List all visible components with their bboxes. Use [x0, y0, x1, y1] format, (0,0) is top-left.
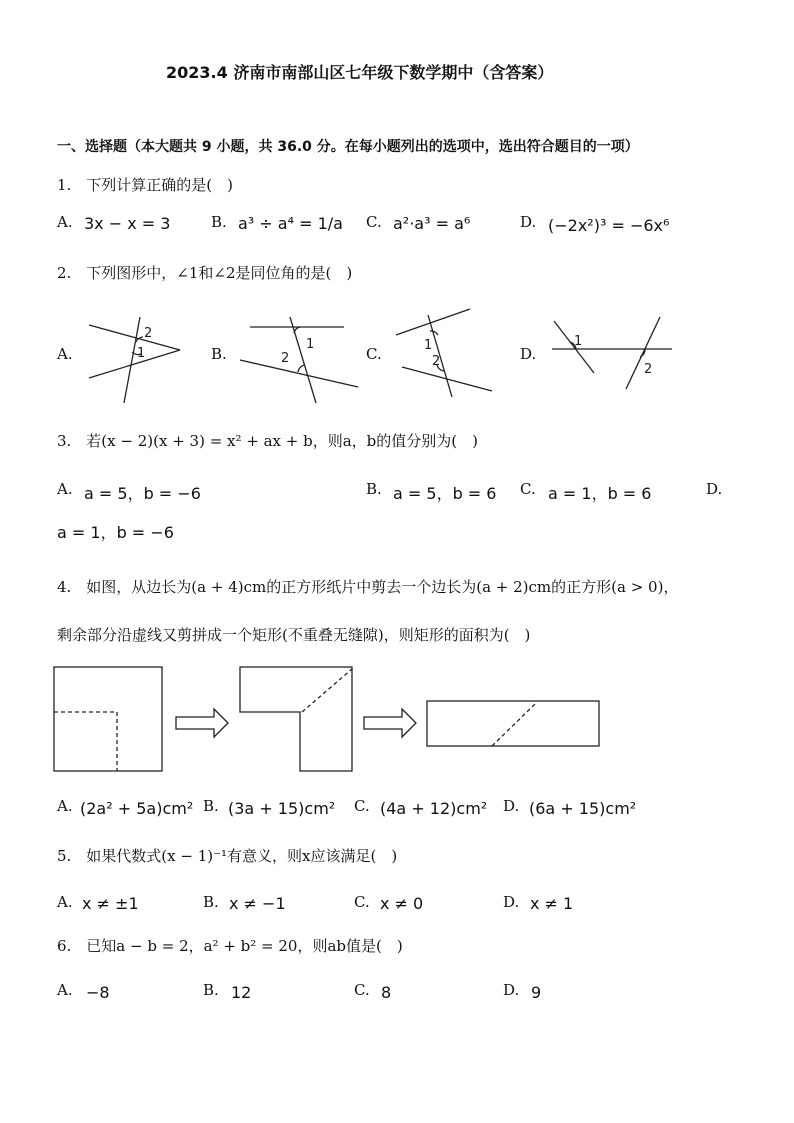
q6-option-c-label: C.	[354, 981, 370, 999]
q2-option-d-label: D.	[520, 345, 537, 363]
q6-option-a-expr: −8	[86, 983, 110, 1002]
q5-option-d-expr: x ≠ 1	[530, 894, 574, 913]
question-2-stem: 2. 下列图形中，∠1和∠2是同位角的是( )	[57, 264, 353, 282]
q5-option-a-expr: x ≠ ±1	[82, 894, 139, 913]
q6-option-d-label: D.	[503, 981, 520, 999]
q2-option-c-label: C.	[366, 345, 382, 363]
q6-option-b-label: B.	[203, 981, 219, 999]
q4-figure	[52, 665, 612, 775]
q4-option-b-expr: (3a + 15)cm²	[228, 799, 336, 818]
q1-option-a-expr: 3x − x = 3	[84, 214, 171, 233]
q1-option-d-expr: (−2x²)³ = −6x⁶	[548, 216, 670, 235]
q3-option-c-expr: a = 1，b = 6	[548, 484, 652, 503]
q4-option-b-label: B.	[203, 797, 219, 815]
question-5-stem: 5. 如果代数式(x − 1)⁻¹有意义，则x应该满足( )	[57, 847, 398, 865]
q3-option-a-expr: a = 5，b = −6	[84, 484, 201, 503]
question-6-stem: 6. 已知a − b = 2，a² + b² = 20，则ab值是( )	[57, 937, 403, 955]
q1-option-b-expr: a³ ÷ a⁴ = 1/a	[238, 214, 343, 233]
q2-figure-a	[84, 315, 184, 405]
q5-option-c-label: C.	[354, 893, 370, 911]
q2-option-a-label: A.	[57, 345, 73, 363]
svg-text:1: 1	[137, 346, 146, 361]
svg-text:1: 1	[306, 337, 315, 352]
q1-option-a-label: A.	[57, 213, 73, 231]
q6-option-c-expr: 8	[381, 983, 392, 1002]
svg-text:2: 2	[432, 354, 441, 369]
section-header: 一、选择题（本大题共 9 小题，共 36.0 分。在每小题列出的选项中，选出符合题目的一项）	[57, 139, 639, 155]
svg-text:1: 1	[574, 334, 583, 349]
q6-option-d-expr: 9	[531, 983, 542, 1002]
svg-text:2: 2	[281, 351, 290, 366]
q6-option-b-expr: 12	[231, 983, 252, 1002]
question-4-stem-line1: 4. 如图，从边长为(a + 4)cm的正方形纸片中剪去一个边长为(a + 2)cm的正方形(a > 0)，	[57, 578, 679, 596]
q5-option-d-label: D.	[503, 893, 520, 911]
q2-figure-c	[392, 305, 497, 400]
svg-text:1: 1	[424, 338, 433, 353]
q3-option-c-label: C.	[520, 480, 536, 498]
q2-option-b-label: B.	[211, 345, 227, 363]
q4-option-a-expr: (2a² + 5a)cm²	[80, 799, 194, 818]
svg-text:2: 2	[644, 362, 653, 377]
q3-option-b-expr: a = 5，b = 6	[393, 484, 497, 503]
q5-option-c-expr: x ≠ 0	[380, 894, 424, 913]
q4-option-a-label: A.	[57, 797, 73, 815]
q5-option-a-label: A.	[57, 893, 73, 911]
q4-option-d-label: D.	[503, 797, 520, 815]
q3-option-d-expr: a = 1，b = −6	[57, 523, 174, 542]
question-1-stem: 1. 下列计算正确的是( )	[57, 176, 234, 194]
q1-option-c-expr: a²·a³ = a⁶	[393, 214, 471, 233]
question-3-stem: 3. 若(x − 2)(x + 3) = x² + ax + b，则a，b的值分别为( )	[57, 432, 478, 450]
svg-text:2: 2	[144, 326, 153, 341]
page-title: 2023.4 济南市南部山区七年级下数学期中（含答案）	[166, 63, 554, 82]
q1-option-b-label: B.	[211, 213, 227, 231]
q1-option-d-label: D.	[520, 213, 537, 231]
q3-option-a-label: A.	[57, 480, 73, 498]
q1-option-c-label: C.	[366, 213, 382, 231]
q2-figure-d	[548, 315, 678, 395]
q5-option-b-label: B.	[203, 893, 219, 911]
q5-option-b-expr: x ≠ −1	[229, 894, 286, 913]
q2-figure-b	[238, 315, 363, 405]
q4-option-c-expr: (4a + 12)cm²	[380, 799, 488, 818]
q3-option-b-label: B.	[366, 480, 382, 498]
q6-option-a-label: A.	[57, 981, 73, 999]
q4-option-c-label: C.	[354, 797, 370, 815]
q4-option-d-expr: (6a + 15)cm²	[529, 799, 637, 818]
question-4-stem-line2: 剩余部分沿虚线又剪拼成一个矩形(不重叠无缝隙)，则矩形的面积为( )	[57, 626, 531, 644]
q3-option-d-label: D.	[706, 480, 723, 498]
